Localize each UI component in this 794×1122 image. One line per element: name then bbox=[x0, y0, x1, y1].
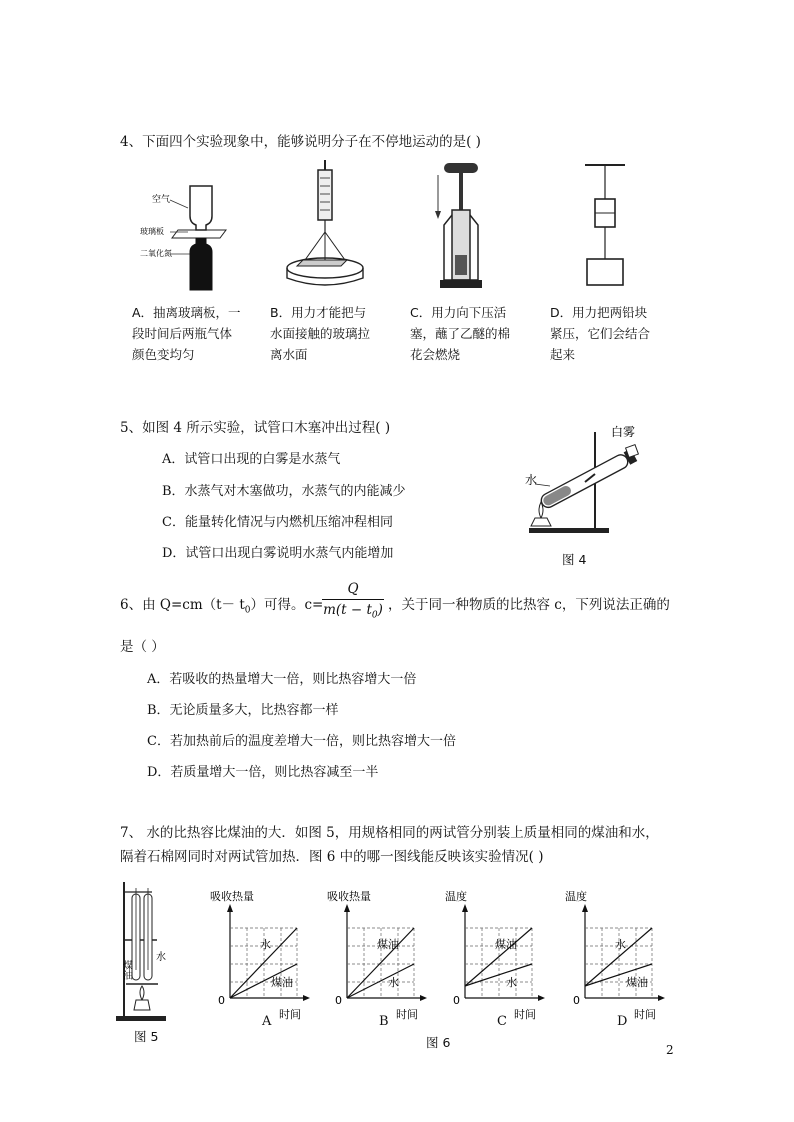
q4-figure-c bbox=[430, 155, 500, 295]
q6-fraction-denominator: $m(t - t_0)$ bbox=[323, 602, 383, 621]
x-axis-label: 时间 bbox=[279, 1008, 301, 1021]
water-label: 水 bbox=[525, 473, 538, 487]
y-axis-label: 吸收热量 bbox=[210, 890, 254, 903]
graph-a bbox=[205, 888, 320, 1028]
graph-letter-a[interactable]: A bbox=[262, 1014, 272, 1029]
y-axis-label: 温度 bbox=[445, 890, 467, 903]
q6-stem: 6、由 $Q=cm(t- t_0)$可得。c= bbox=[120, 597, 324, 616]
origin-label: 0 bbox=[573, 994, 580, 1007]
q4-figure-d bbox=[575, 163, 635, 295]
fig5-water-label: 水 bbox=[156, 952, 166, 963]
y-axis-label: 吸收热量 bbox=[327, 890, 371, 903]
page-number: 2 bbox=[666, 1043, 674, 1057]
figure-4 bbox=[515, 422, 655, 544]
upper-series-label: 煤油 bbox=[377, 938, 399, 951]
q6-option-a[interactable]: A．若吸收的热量增大一倍，则比热容增大一倍 bbox=[147, 672, 417, 687]
y-axis-arrow bbox=[344, 904, 350, 912]
x-axis-arrow bbox=[658, 995, 665, 1001]
origin-label: 0 bbox=[335, 994, 342, 1007]
graph-letter-b[interactable]: B bbox=[379, 1014, 389, 1029]
q7-stem-line1: 7、 水的比热容比煤油的大．如图 5，用规格相同的两试管分别装上质量相同的煤油和水， bbox=[120, 825, 659, 841]
q6-option-b[interactable]: B．无论质量多大，比热容都一样 bbox=[147, 703, 339, 718]
air-label: 空气 bbox=[152, 195, 171, 205]
q4-stem: 4、下面四个实验现象中，能够说明分子在不停地运动的是( ) bbox=[120, 134, 481, 150]
series-line-lower bbox=[465, 964, 532, 986]
glass-plate-label: 玻璃板 bbox=[140, 227, 164, 236]
q6-stem-tail: ，关于同一种物质的比热容 c，下列说法正确的 bbox=[388, 597, 670, 613]
q4-option-c[interactable]: C．用力向下压活 塞，蘸了乙醚的棉 花会燃烧 bbox=[410, 305, 511, 362]
y-axis-arrow bbox=[582, 904, 588, 912]
no2-label: 二氧化氮 bbox=[140, 249, 172, 258]
graph-c bbox=[440, 888, 555, 1028]
q5-option-b[interactable]: B．水蒸气对木塞做功，水蒸气的内能减少 bbox=[162, 484, 406, 499]
q5-option-a[interactable]: A．试管口出现的白雾是水蒸气 bbox=[162, 452, 341, 467]
origin-label: 0 bbox=[453, 994, 460, 1007]
q4-option-b[interactable]: B．用力才能把与 水面接触的玻璃拉 离水面 bbox=[270, 305, 371, 362]
x-axis-arrow bbox=[420, 995, 427, 1001]
graph-b bbox=[322, 888, 437, 1028]
y-axis-arrow bbox=[227, 904, 233, 912]
upper-series-label: 煤油 bbox=[495, 938, 517, 951]
lower-series-label: 水 bbox=[388, 976, 399, 989]
figure-6-caption: 图 6 bbox=[426, 1035, 451, 1050]
y-axis-label: 温度 bbox=[565, 890, 587, 903]
upper-series-label: 水 bbox=[260, 938, 271, 951]
upper-series-label: 水 bbox=[615, 938, 626, 951]
x-axis-arrow bbox=[303, 995, 310, 1001]
graph-d bbox=[560, 888, 675, 1028]
q5-stem: 5、如图 4 所示实验，试管口木塞冲出过程( ) bbox=[120, 420, 391, 436]
q4-option-d[interactable]: D．用力把两铅块 紧压，它们会结合 起来 bbox=[550, 305, 651, 362]
q5-option-c[interactable]: C．能量转化情况与内燃机压缩冲程相同 bbox=[162, 515, 393, 530]
x-axis-label: 时间 bbox=[634, 1008, 656, 1021]
graph-letter-d[interactable]: D bbox=[617, 1014, 628, 1029]
figure-5 bbox=[112, 880, 172, 1025]
origin-label: 0 bbox=[218, 994, 225, 1007]
series-line-lower bbox=[347, 964, 414, 998]
q6-fraction bbox=[322, 581, 384, 621]
q5-option-d[interactable]: D．试管口出现白雾说明水蒸气内能增加 bbox=[162, 546, 394, 561]
lower-series-label: 水 bbox=[506, 976, 517, 989]
q4-figure-b bbox=[285, 160, 395, 295]
q6-fraction-numerator: Q bbox=[322, 581, 384, 600]
q6-option-c[interactable]: C．若加热前后的温度差增大一倍，则比热容增大一倍 bbox=[147, 734, 456, 749]
q7-stem-line2: 隔着石棉网同时对两试管加热．图 6 中的哪一图线能反映该实验情况( ) bbox=[120, 849, 544, 865]
q6-option-d[interactable]: D．若质量增大一倍，则比热容减至一半 bbox=[147, 765, 379, 780]
q4-option-a[interactable]: A．抽离玻璃板，一 段时间后两瓶气体 颜色变均匀 bbox=[132, 305, 241, 362]
series-line-upper bbox=[465, 928, 532, 986]
graph-letter-c[interactable]: C bbox=[497, 1014, 507, 1029]
figure-4-caption: 图 4 bbox=[562, 552, 587, 567]
x-axis-label: 时间 bbox=[514, 1008, 536, 1021]
x-axis-arrow bbox=[538, 995, 545, 1001]
figure-5-caption: 图 5 bbox=[134, 1029, 159, 1044]
q6-stem-line2: 是（ ） bbox=[120, 639, 165, 655]
x-axis-label: 时间 bbox=[396, 1008, 418, 1021]
lower-series-label: 煤油 bbox=[626, 976, 648, 989]
white-fog-label: 白雾 bbox=[611, 425, 636, 439]
lower-series-label: 煤油 bbox=[271, 976, 293, 989]
q4-figure-a bbox=[140, 168, 260, 293]
y-axis-arrow bbox=[462, 904, 468, 912]
fig5-kerosene-label: 煤油 bbox=[120, 960, 132, 980]
